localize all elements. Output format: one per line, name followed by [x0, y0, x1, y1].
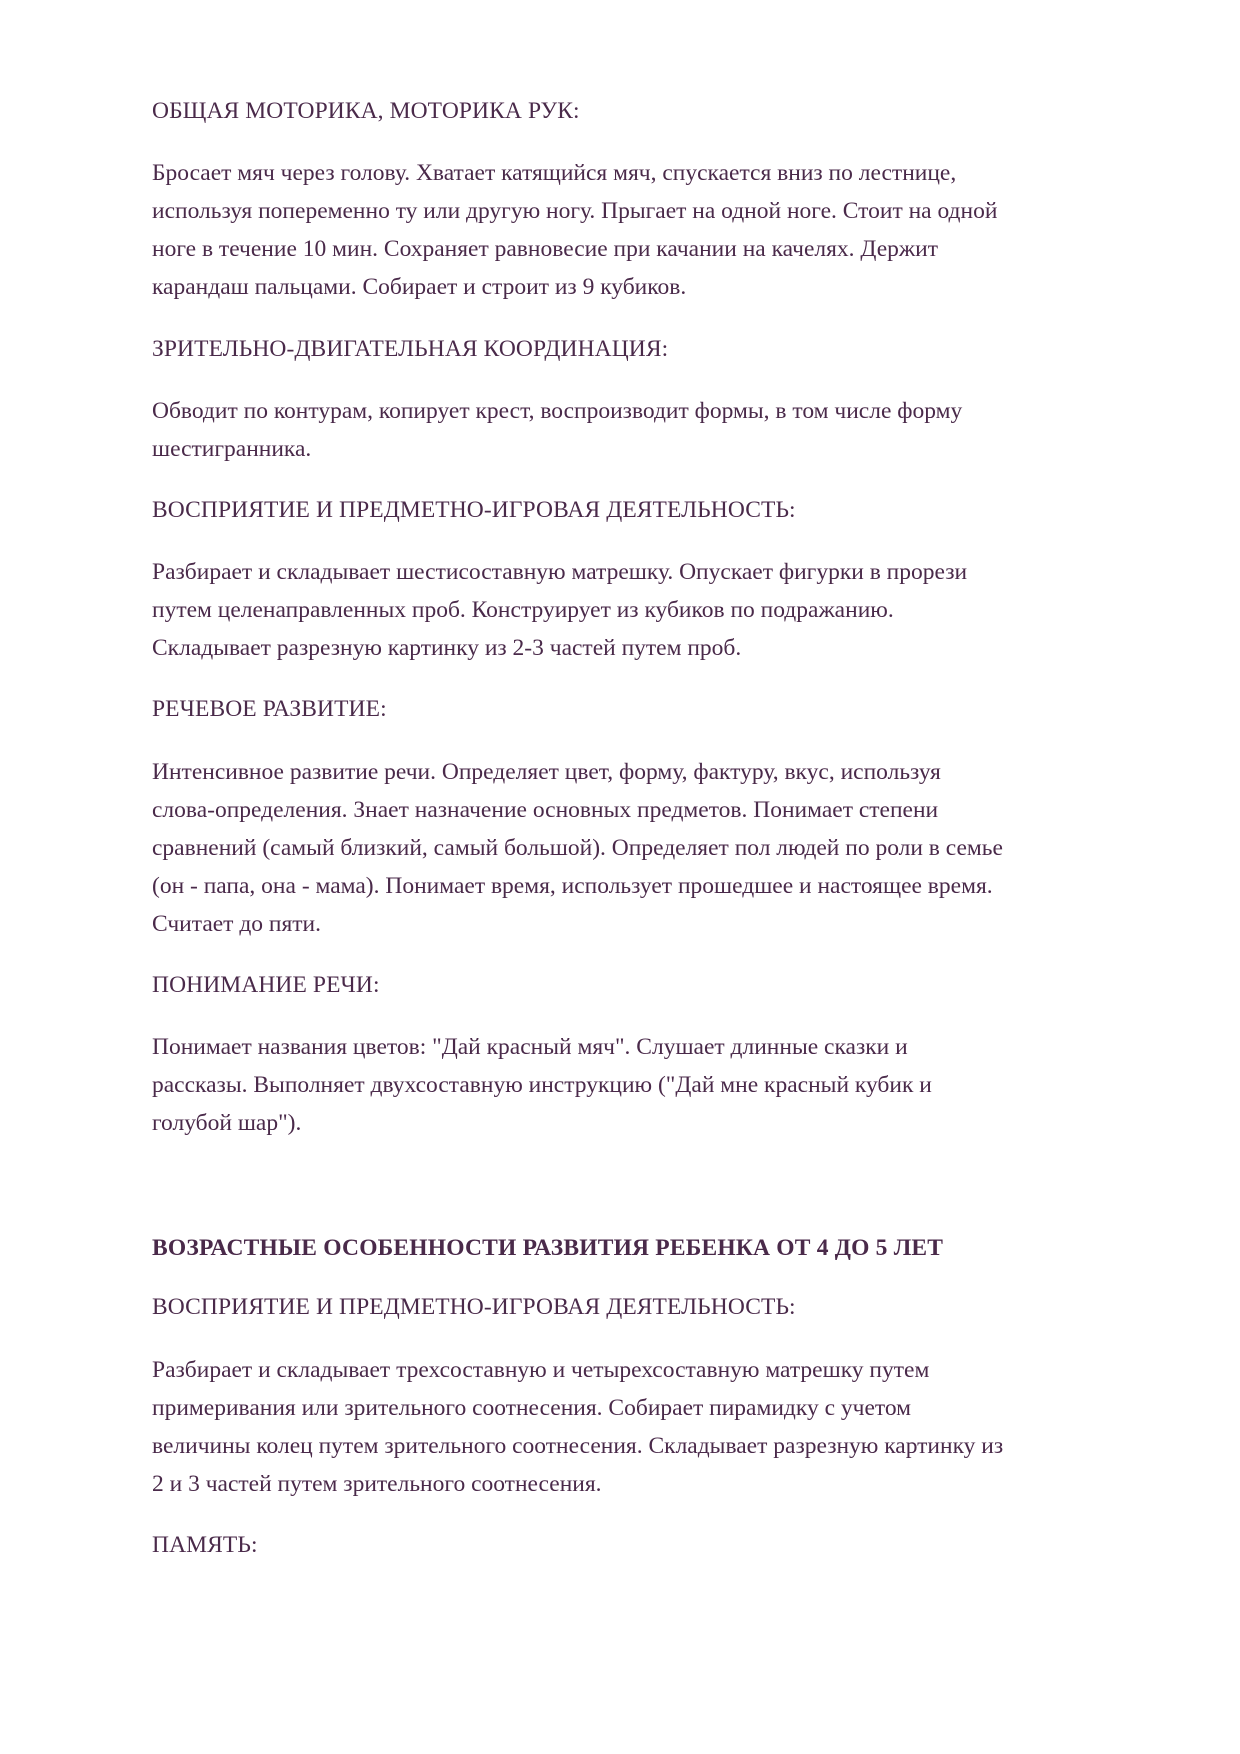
paragraph-gross-motor: Бросает мяч через голову. Хватает катящийся мяч, спускается вниз по лестнице, используя попеременно ту или другую ногу. Прыгает на одной ноге. Стоит на одной ноге в течение 10 мин. Сохраняет равновесие при качании на качелях. Держит карандаш пальцами. Собирает и строит из 9 кубиков.	[152, 160, 998, 301]
section-heading-perception-play-second: ВОСПРИЯТИЕ И ПРЕДМЕТНО-ИГРОВАЯ ДЕЯТЕЛЬНОСТЬ:	[152, 1294, 796, 1321]
section-heading-gross-motor: ОБЩАЯ МОТОРИКА, МОТОРИКА РУК:	[152, 98, 580, 124]
section-heading-visual-motor-coordination: ЗРИТЕЛЬНО-ДВИГАТЕЛЬНАЯ КООРДИНАЦИЯ:	[152, 335, 669, 362]
paragraph-visual-motor-coordination: Обводит по контурам, копирует крест, воспроизводит формы, в том числе форму шестигранника.	[152, 397, 963, 462]
paragraph-speech-comprehension: Понимает названия цветов: "Дай красный мяч". Слушает длинные сказки и рассказы. Выполняет двухсоставную инструкцию ("Дай мне красный кубик и голубой шар").	[152, 1034, 932, 1137]
section-spacer	[152, 1169, 1008, 1231]
section-heading-perception-play-first: ВОСПРИЯТИЕ И ПРЕДМЕТНО-ИГРОВАЯ ДЕЯТЕЛЬНОСТЬ:	[152, 496, 796, 523]
document-body	[152, 96, 1008, 1588]
paragraph-perception-play-second: Разбирает и складывает трехсоставную и четырехсоставную матрешку путем примеривания или зрительного соотнесения. Собирает пирамидку с учетом величины колец путем зрительного соотнесения. Складывает разрезную картинку из 2 и 3 частей путем зрительного соотнесения.	[152, 1356, 1004, 1497]
section-heading-memory: ПАМЯТЬ:	[152, 1531, 258, 1558]
document-title-age-4-to-5: ВОЗРАСТНЫЕ ОСОБЕННОСТИ РАЗВИТИЯ РЕБЕНКА ОТ 4 ДО 5 ЛЕТ	[152, 1235, 944, 1262]
section-heading-speech-development: РЕЧЕВОЕ РАЗВИТИЕ:	[152, 696, 387, 723]
paragraph-speech-development: Интенсивное развитие речи. Определяет цвет, форму, фактуру, вкус, используя слова-определения. Знает назначение основных предметов. Понимает степени сравнений (самый близкий, самый большой). Определяет пол людей по роли в семье (он - папа, она - мама). Понимает время, использует прошедшее и настоящее время. Считает до пяти.	[152, 758, 1003, 937]
section-heading-speech-comprehension: ПОНИМАНИЕ РЕЧИ:	[152, 971, 380, 998]
paragraph-perception-play-first: Разбирает и складывает шестисоставную матрешку. Опускает фигурки в прорези путем целенаправленных проб. Конструирует из кубиков по подражанию. Складывает разрезную картинку из 2-3 частей путем проб.	[152, 559, 968, 662]
